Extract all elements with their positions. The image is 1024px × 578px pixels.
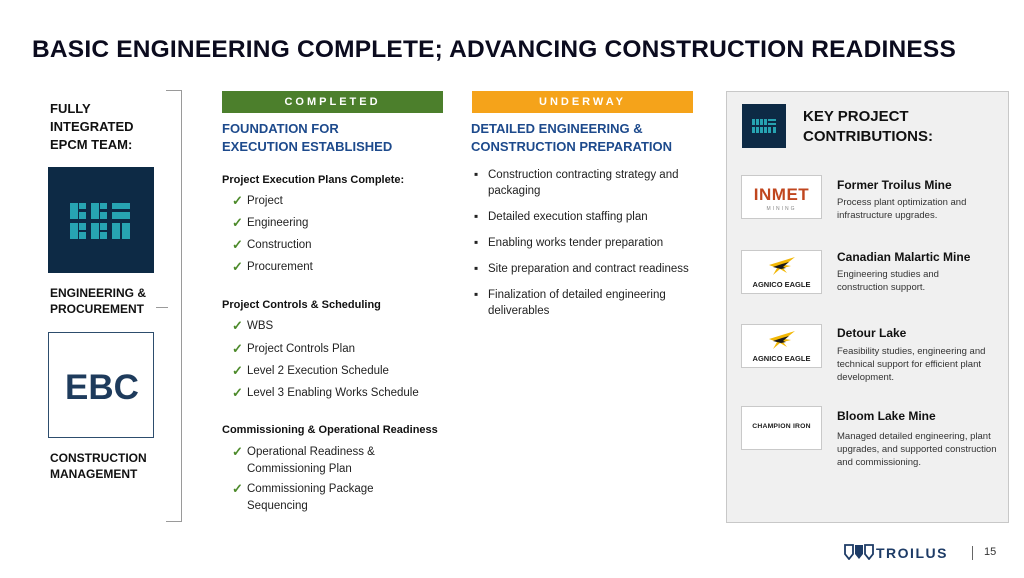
- bullet-icon: ▪: [474, 287, 479, 301]
- check-item: [232, 215, 442, 232]
- check-item-text: WBS: [247, 320, 274, 332]
- check-icon: ✓: [232, 444, 243, 459]
- completed-heading-line: FOUNDATION FOR: [222, 121, 339, 136]
- check-item-text: Level 2 Execution Schedule: [247, 365, 389, 377]
- section-title: Project Execution Plans Complete:: [222, 174, 405, 186]
- bullet-item: [474, 235, 714, 251]
- project-description: Engineering studies and construction support.: [837, 269, 939, 293]
- section-title: Project Controls & Scheduling: [222, 299, 381, 311]
- footer-divider: [972, 546, 973, 560]
- check-icon: ✓: [232, 385, 243, 400]
- agnico-eagle-logo: [741, 324, 822, 368]
- check-icon: ✓: [232, 237, 243, 252]
- check-item: [232, 341, 442, 358]
- check-item: [232, 259, 442, 276]
- eagle-icon: [769, 331, 795, 351]
- check-item: [232, 363, 442, 380]
- check-item-text: Level 3 Enabling Works Schedule: [247, 387, 419, 399]
- page-title: BASIC ENGINEERING COMPLETE; ADVANCING CONSTRUCTION READINESS: [32, 36, 956, 63]
- bba-small-logo-icon: [752, 119, 776, 133]
- bullet-item-text: Finalization of detailed engineering deliverables: [488, 289, 666, 317]
- panel-title-line: KEY PROJECT: [803, 108, 909, 125]
- check-icon: ✓: [232, 259, 243, 274]
- section-title: Commissioning & Operational Readiness: [222, 424, 438, 436]
- inmet-logo: [741, 175, 822, 219]
- key-contributions-title: [803, 107, 933, 147]
- inmet-logo-subtext: MINING: [766, 206, 797, 212]
- epcm-team-heading: [50, 100, 134, 154]
- bullet-item-text: Enabling works tender preparation: [488, 237, 664, 249]
- check-icon: ✓: [232, 363, 243, 378]
- ebc-logo: [48, 332, 154, 438]
- ebc-logo-icon: [58, 370, 146, 402]
- ebc-role-line: MANAGEMENT: [50, 467, 138, 481]
- project-name: Canadian Malartic Mine: [837, 250, 971, 264]
- project-description: Feasibility studies, engineering and technical support for efficient plant development.: [837, 346, 986, 383]
- bracket-tick: [156, 307, 168, 308]
- underway-heading-line: DETAILED ENGINEERING &: [471, 121, 643, 136]
- check-item: [232, 318, 442, 335]
- epcm-heading-line: INTEGRATED: [50, 119, 134, 134]
- agnico-eagle-logo: [741, 250, 822, 294]
- check-item: [232, 481, 402, 515]
- underway-heading-line: CONSTRUCTION PREPARATION: [471, 139, 673, 154]
- check-item-text: Engineering: [247, 217, 309, 229]
- bullet-item-text: Detailed execution staffing plan: [488, 211, 648, 223]
- team-bracket: [166, 90, 182, 522]
- project-description: Managed detailed engineering, plant upgrades, and supported construction and commissioning.: [837, 431, 997, 468]
- epcm-heading-line: FULLY: [50, 101, 91, 116]
- check-item-text: Construction: [247, 239, 312, 251]
- project-name: Bloom Lake Mine: [837, 409, 936, 423]
- check-item-text: Project Controls Plan: [247, 343, 356, 355]
- check-item: [232, 385, 442, 402]
- check-icon: ✓: [232, 341, 243, 356]
- bullet-item: [474, 287, 699, 319]
- check-icon: ✓: [232, 215, 243, 230]
- troilus-brand: TROILUS: [876, 545, 948, 561]
- bba-small-logo: [742, 104, 786, 148]
- check-item: [232, 193, 442, 210]
- check-item: [232, 237, 442, 254]
- bullet-item: [474, 209, 714, 225]
- bba-logo-icon: [70, 203, 132, 239]
- bba-role-line: ENGINEERING &: [50, 286, 147, 300]
- check-icon: ✓: [232, 193, 243, 208]
- check-icon: ✓: [232, 481, 243, 496]
- completed-badge: COMPLETED: [222, 91, 443, 113]
- epcm-heading-line: EPCM TEAM:: [50, 137, 133, 152]
- bba-logo: [48, 167, 154, 273]
- bba-role-line: PROCUREMENT: [50, 302, 145, 316]
- check-item: [232, 444, 402, 478]
- check-icon: ✓: [232, 318, 243, 333]
- check-item-text: Project: [247, 195, 283, 207]
- panel-title-line: CONTRIBUTIONS:: [803, 128, 933, 145]
- ebc-role-label: [50, 450, 147, 482]
- bullet-icon: ▪: [474, 209, 479, 223]
- check-item-text: Commissioning Package Sequencing: [247, 483, 374, 512]
- bullet-item: [474, 261, 714, 277]
- ebc-role-line: CONSTRUCTION: [50, 451, 147, 465]
- project-description: Process plant optimization and infrastructure upgrades.: [837, 197, 967, 221]
- page-number: 15: [984, 546, 997, 558]
- champion-iron-logo: [741, 406, 822, 450]
- bullet-item: [474, 167, 704, 199]
- bullet-item-text: Construction contracting strategy and packaging: [488, 169, 679, 197]
- check-item-text: Operational Readiness & Commissioning Plan: [247, 446, 375, 475]
- bba-role-label: [50, 285, 146, 317]
- underway-badge: UNDERWAY: [472, 91, 693, 113]
- bullet-icon: ▪: [474, 167, 479, 181]
- bullet-icon: ▪: [474, 235, 479, 249]
- champion-logo-text: CHAMPION IRON: [752, 423, 811, 430]
- agnico-logo-text: AGNICO EAGLE: [752, 354, 811, 363]
- inmet-logo-text: INMET: [753, 185, 810, 204]
- agnico-logo-text: AGNICO EAGLE: [752, 280, 811, 289]
- completed-heading-line: EXECUTION ESTABLISHED: [222, 139, 393, 154]
- underway-heading: [471, 120, 672, 156]
- project-name: Detour Lake: [837, 326, 907, 340]
- eagle-icon: [769, 257, 795, 277]
- troilus-shield-icon: [844, 544, 874, 560]
- bullet-item-text: Site preparation and contract readiness: [488, 263, 689, 275]
- check-item-text: Procurement: [247, 261, 313, 273]
- ebc-logo-text: EBC: [65, 370, 139, 402]
- bullet-icon: ▪: [474, 261, 479, 275]
- project-name: Former Troilus Mine: [837, 178, 952, 192]
- completed-heading: [222, 120, 392, 156]
